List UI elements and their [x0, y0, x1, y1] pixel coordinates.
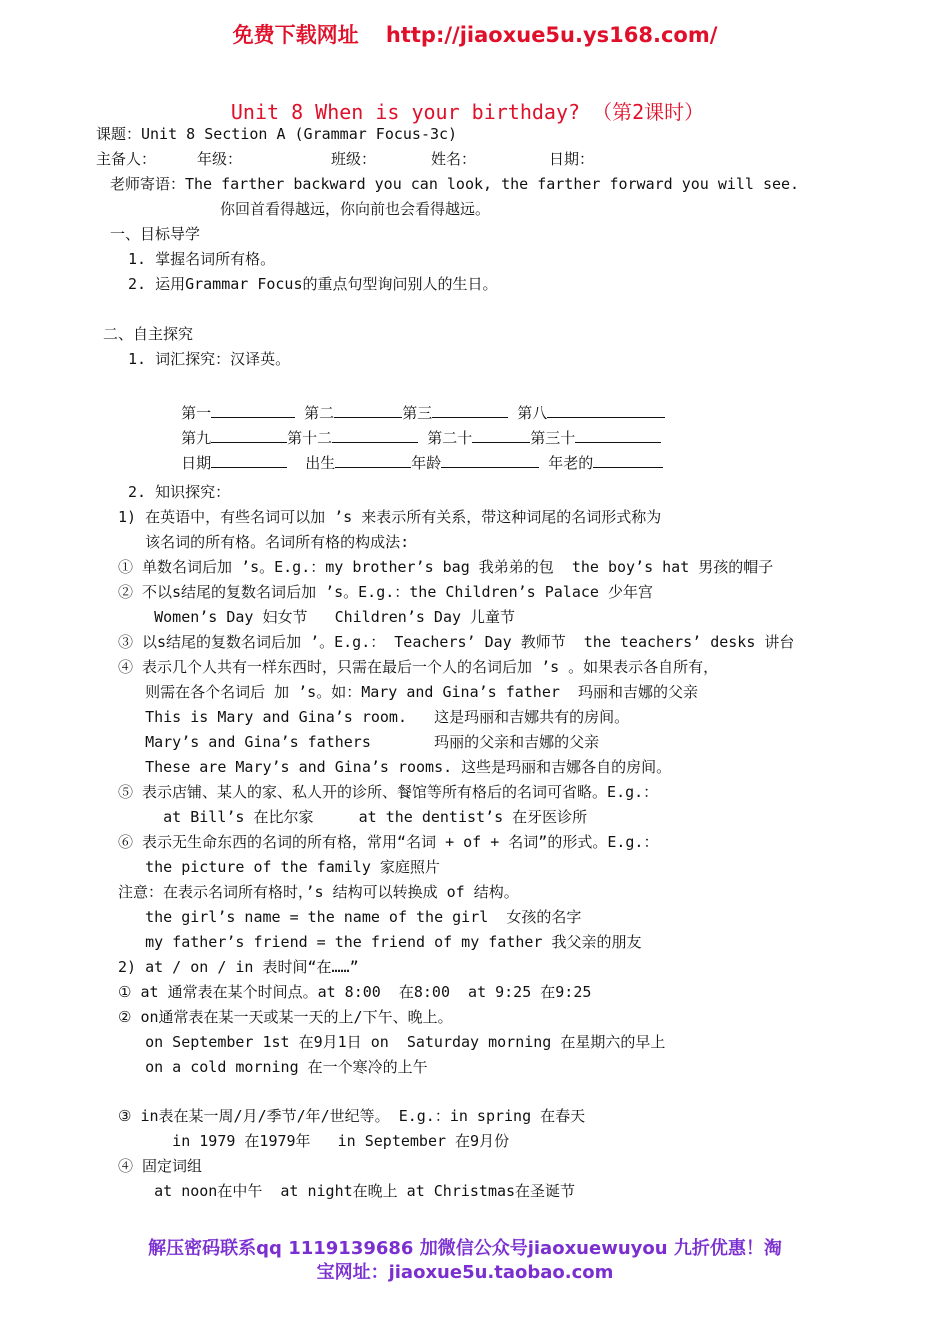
section1-item: 2. 运用Grammar Focus的重点句型询问别人的生日。	[128, 275, 498, 293]
info-grade: 年级：	[197, 150, 243, 168]
answer-blank[interactable]	[441, 452, 539, 468]
info-name: 姓名：	[431, 150, 477, 168]
body-line: Mary’s and Gina’s fathers 玛丽的父亲和吉娜的父亲	[118, 733, 600, 751]
vocab-row: 第九 第十二 第二十 第三十	[145, 407, 661, 468]
header-label: 免费下载网址	[232, 23, 359, 47]
body-line: ④ 表示几个人共有一样东西时，只需在最后一个人的名词后加 ’s 。如果表示各自所有，	[118, 658, 719, 676]
answer-blank[interactable]	[593, 452, 663, 468]
lesson-title: Unit 8 When is your birthday? （第2课时）	[230, 100, 705, 124]
vocab-row: 第一 第二 第三 第八	[145, 382, 665, 443]
body-line: This is Mary and Gina’s room. 这是玛丽和吉娜共有的房间。	[118, 708, 630, 726]
header-url-link[interactable]: http://jiaoxue5u.ys168.com/	[385, 23, 718, 47]
body-line: the girl’s name = the name of the girl 女孩的名字	[118, 908, 582, 926]
answer-blank[interactable]	[335, 452, 411, 468]
section1-heading: 一、目标导学	[110, 225, 201, 243]
body-line: ⑥ 表示无生命东西的名词的所有格，常用“名词 + of + 名词”的形式。E.g.：	[118, 833, 659, 851]
footer-shop-link[interactable]: 宝网址：jiaoxue5u.taobao.com	[316, 1262, 614, 1283]
body-line: ④ 固定词组	[118, 1157, 203, 1175]
body-line: on a cold morning 在一个寒冷的上午	[118, 1058, 428, 1076]
body-line: ① 单数名词后加 ’s。E.g.：my brother’s bag 我弟弟的包 the boy’s hat 男孩的帽子	[118, 558, 774, 576]
body-line: at Bill’s 在比尔家 at the dentist’s 在牙医诊所	[118, 808, 588, 826]
download-header	[0, 19, 950, 49]
vocab-row: 日期 出生 年龄 年老的	[145, 432, 663, 493]
body-line: in 1979 在1979年 in September 在9月份	[118, 1132, 510, 1150]
info-class: 班级：	[331, 150, 377, 168]
vocab-title: 1. 词汇探究：汉译英。	[128, 350, 291, 368]
body-line: ⑤ 表示店铺、某人的家、私人开的诊所、餐馆等所有格后的名词可省略。E.g.：	[118, 783, 659, 801]
body-line: 该名词的所有格。名词所有格的构成法:	[118, 533, 410, 551]
body-line: These are Mary’s and Gina’s rooms. 这些是玛丽和吉娜各自的房间。	[118, 758, 672, 776]
teacher-motto-cn: 你回首看得越远，你向前也会看得越远。	[220, 200, 491, 218]
body-line: ③ in表在某一周/月/季节/年/世纪等。 E.g.：in spring 在春天	[118, 1107, 586, 1125]
body-line: my father’s friend = the friend of my father 我父亲的朋友	[118, 933, 642, 951]
body-line: ① at 通常表在某个时间点。at 8:00 在8:00 at 9:25 在9:25	[118, 983, 592, 1001]
body-line: ② on通常表在某一天或某一天的上/下午、晚上。	[118, 1008, 453, 1026]
body-line: Women’s Day 妇女节 Children’s Day 儿童节	[118, 608, 516, 626]
knowledge-title: 2. 知识探究：	[128, 483, 231, 501]
answer-blank[interactable]	[211, 452, 287, 468]
lesson-topic: 课题：Unit 8 Section A (Grammar Focus-3c)	[96, 125, 458, 143]
body-line: 则需在各个名词后 加 ’s。如：Mary and Gina’s father 玛丽和吉娜的父亲	[118, 683, 698, 701]
body-line: on September 1st 在9月1日 on Saturday morning 在星期六的早上	[118, 1033, 666, 1051]
body-line: ② 不以s结尾的复数名词后加 ’s。E.g.：the Children’s Palace 少年宫	[118, 583, 653, 601]
teacher-motto-en: 老师寄语：The farther backward you can look, the farther forward you will see.	[110, 175, 800, 193]
info-date: 日期：	[549, 150, 595, 168]
body-line: 注意：在表示名词所有格时，’s 结构可以转换成 of 结构。	[118, 883, 519, 901]
body-line: ③ 以s结尾的复数名词后加 ’。E.g.： Teachers’ Day 教师节 the teachers’ desks 讲台	[118, 633, 795, 651]
section1-item: 1. 掌握名词所有格。	[128, 250, 276, 268]
body-line: at noon在中午 at night在晚上 at Christmas在圣诞节	[118, 1182, 576, 1200]
body-line: 2) at / on / in 表时间“在……”	[118, 958, 359, 976]
footer-contact: 解压密码联系qq 1119139686 加微信公众号jiaoxuewuyou 九折优惠！淘	[148, 1238, 782, 1259]
info-preparer: 主备人：	[96, 150, 157, 168]
body-line: the picture of the family 家庭照片	[118, 858, 440, 876]
section2-heading: 二、自主探究	[103, 325, 194, 343]
body-line: 1) 在英语中，有些名词可以加 ’s 来表示所有关系，带这种词尾的名词形式称为	[118, 508, 662, 526]
